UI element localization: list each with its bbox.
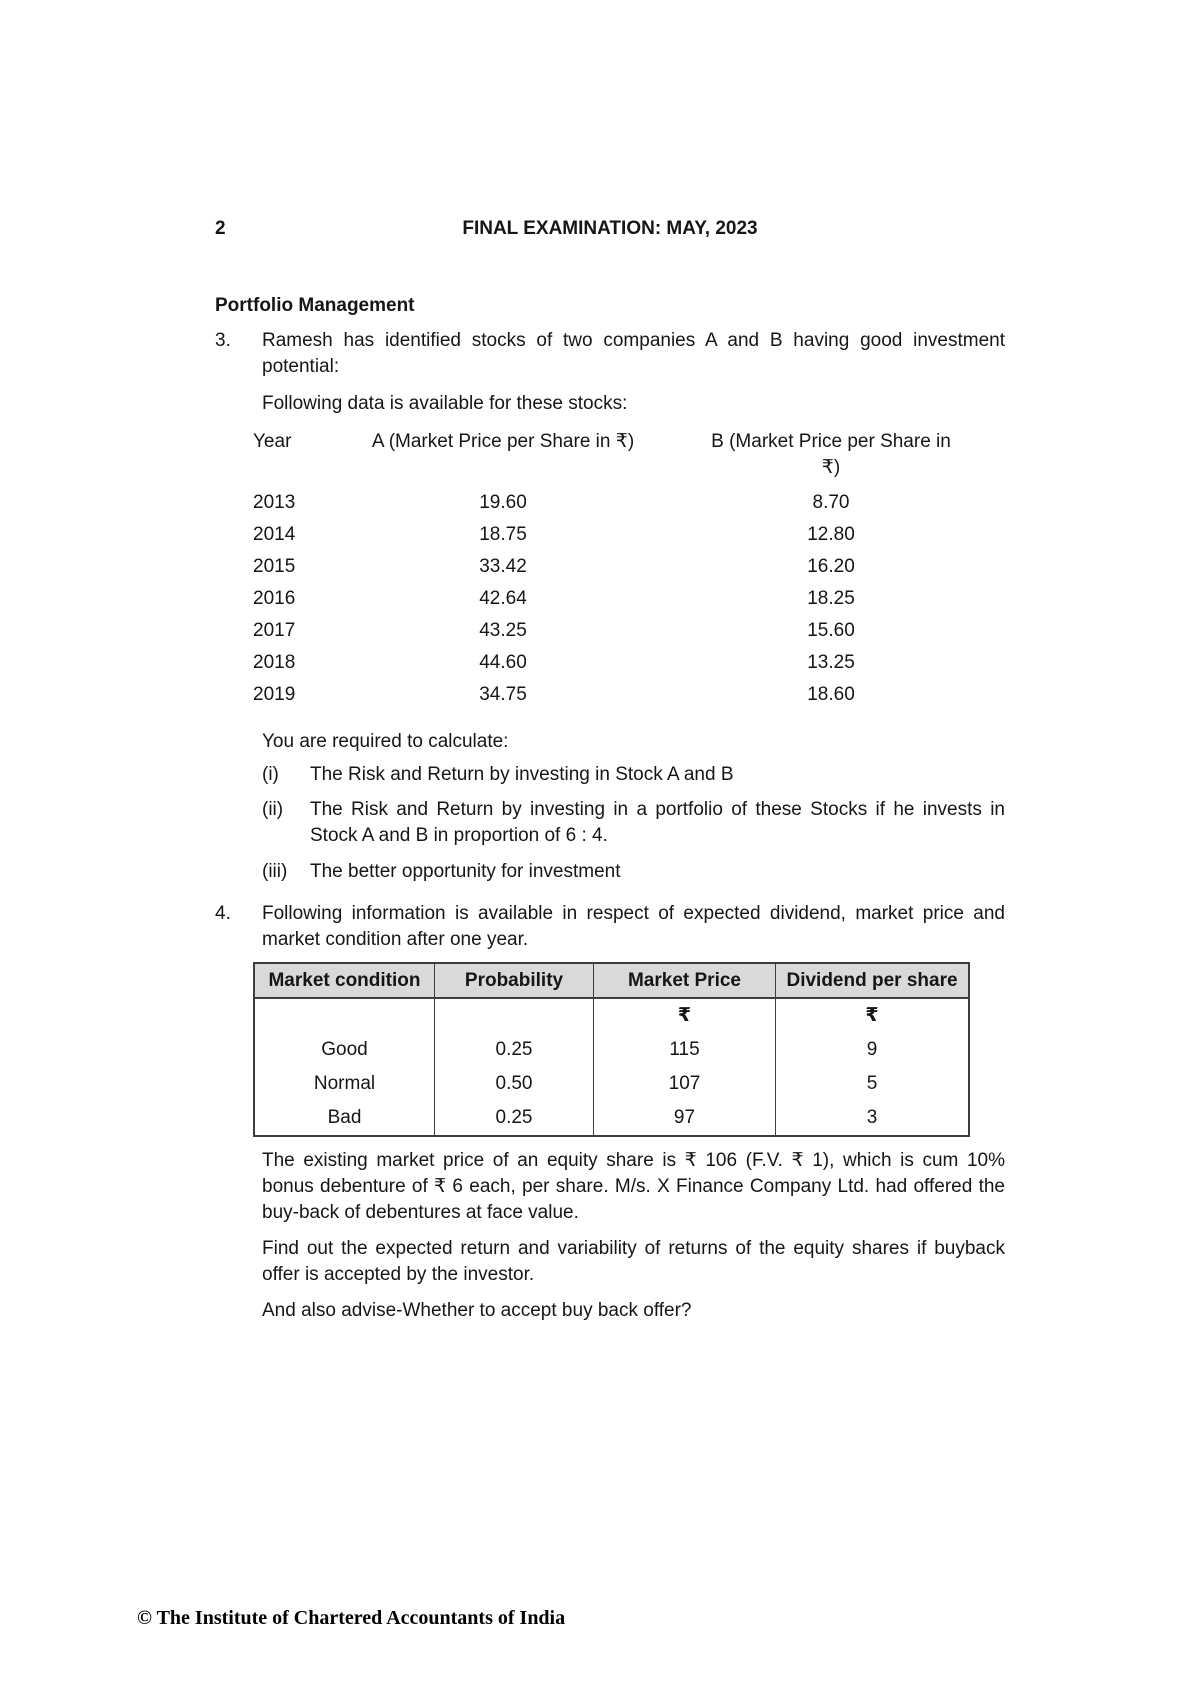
header-title: FINAL EXAMINATION: MAY, 2023 — [462, 218, 758, 239]
question-4-number: 4. — [215, 903, 231, 924]
question-4-para-advise: And also advise-Whether to accept buy back offer? — [262, 1300, 692, 1321]
table-row: 2015 33.42 16.20 — [253, 556, 855, 577]
page-header — [215, 218, 1005, 240]
table-row: Bad 0.25 97 3 — [255, 1101, 968, 1135]
stock-table — [253, 429, 1005, 711]
question-3-number: 3. — [215, 330, 231, 351]
header-market-condition: Market condition — [255, 964, 435, 997]
requirement-item-i: (i) The Risk and Return by investing in Stock A and B — [262, 764, 734, 785]
header-market-price: Market Price — [594, 964, 776, 997]
currency-row — [255, 999, 968, 1033]
question-3-text: Ramesh has identified stocks of two companies A and B having good investment potential: — [262, 330, 1005, 377]
stock-table-header — [253, 429, 1005, 481]
stock-col-a-header: A (Market Price per Share in ₹) — [371, 431, 635, 452]
stock-col-b-header: B (Market Price per Share in ₹) — [711, 431, 951, 478]
stock-col-year-header: Year — [253, 431, 292, 452]
table-row: 2014 18.75 12.80 — [253, 524, 855, 545]
table-row: Normal 0.50 107 5 — [255, 1067, 968, 1101]
footer-copyright: © The Institute of Chartered Accountants of India — [137, 1607, 566, 1629]
page-number: 2 — [215, 218, 226, 239]
question-4-para-find-out: Find out the expected return and variability of returns of the equity shares if buyback offer is accepted by the investor. — [262, 1238, 1005, 1285]
market-table-header-row — [255, 964, 968, 999]
requirements-intro: You are required to calculate: — [262, 731, 509, 752]
requirement-item-iii: (iii) The better opportunity for investment — [262, 861, 621, 882]
table-row: 2013 19.60 8.70 — [253, 492, 850, 513]
header-probability: Probability — [435, 964, 594, 997]
table-row: 2018 44.60 13.25 — [253, 652, 855, 673]
table-row: Good 0.25 115 9 — [255, 1033, 968, 1067]
question-3-data-note: Following data is available for these stocks: — [262, 393, 628, 414]
rupee-symbol: ₹ — [594, 999, 776, 1033]
rupee-symbol: ₹ — [865, 1005, 879, 1026]
table-row: 2016 42.64 18.25 — [253, 588, 855, 609]
section-heading: Portfolio Management — [215, 295, 415, 316]
question-4-para-market-price: The existing market price of an equity share is ₹ 106 (F.V. ₹ 1), which is cum 10% bonus debenture of ₹ 6 each, per share. M/s. X Finance Company Ltd. had offered the buy-back of debentures at face value. — [262, 1150, 1005, 1223]
table-row: 2017 43.25 15.60 — [253, 620, 855, 641]
question-4 — [215, 901, 1005, 953]
market-table — [253, 962, 970, 1137]
requirement-item-ii: (ii) The Risk and Return by investing in a portfolio of these Stocks if he invests in Stock A and B in proportion of 6 : 4. — [262, 799, 1005, 846]
table-row: 2019 34.75 18.60 — [253, 684, 855, 705]
header-dividend: Dividend per share — [786, 970, 958, 991]
question-4-text: Following information is available in respect of expected dividend, market price and market condition after one year. — [262, 903, 1005, 950]
question-3 — [215, 328, 1005, 380]
